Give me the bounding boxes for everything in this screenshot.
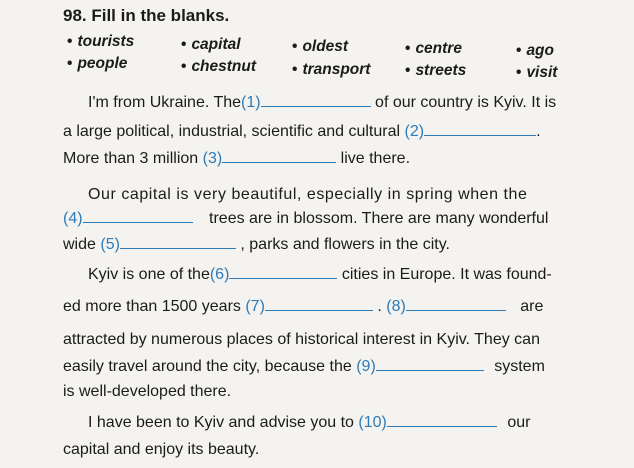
- blank-number: (1): [241, 94, 261, 111]
- answer-blank[interactable]: [387, 414, 497, 427]
- blank-number: (7): [245, 298, 265, 315]
- blank-number: (5): [100, 236, 120, 253]
- text-line: Our capital is very beautiful, especially in spring when the: [88, 186, 528, 203]
- bullet-icon: •: [292, 61, 298, 78]
- blank-number: (10): [358, 414, 387, 431]
- bullet-icon: •: [516, 64, 522, 81]
- blank-number: (6): [209, 266, 230, 283]
- bullet-icon: •: [405, 62, 411, 79]
- bullet-icon: •: [181, 58, 187, 75]
- answer-blank[interactable]: [83, 210, 193, 223]
- answer-blank[interactable]: [424, 123, 536, 136]
- word-bank-item: • ago: [516, 42, 554, 59]
- blank-number: (2): [404, 123, 425, 140]
- text-line: More than 3 million (3) live there.: [63, 150, 411, 167]
- blank-number: (9): [356, 358, 376, 375]
- blank-number: (4): [63, 210, 83, 227]
- word-bank-item: • visit: [516, 64, 558, 81]
- text-line: Kyiv is one of the(6) cities in Europe. It was found-: [88, 266, 552, 283]
- word-bank-item: • capital: [181, 36, 241, 53]
- answer-blank[interactable]: [376, 358, 484, 371]
- bullet-icon: •: [67, 33, 73, 50]
- text-line: wide (5) , parks and flowers in the city.: [63, 236, 450, 253]
- bullet-icon: •: [292, 38, 298, 55]
- blank-number: (8): [386, 298, 406, 315]
- text-line: attracted by numerous places of historical interest in Kyiv. They can: [63, 331, 540, 348]
- answer-blank[interactable]: [265, 298, 373, 311]
- exercise-title: 98. Fill in the blanks.: [63, 6, 230, 25]
- blank-number: (3): [202, 150, 223, 167]
- text-line: I'm from Ukraine. The(1) of our country is Kyiv. It is: [88, 94, 557, 111]
- text-line: a large political, industrial, scientific and cultural (2) .: [63, 123, 541, 140]
- word-bank-item: • streets: [405, 62, 467, 79]
- bullet-icon: •: [67, 55, 73, 72]
- word-bank-item: • people: [67, 55, 128, 72]
- word-bank-item: • transport: [292, 61, 371, 78]
- text-line: ed more than 1500 years (7) . (8) are: [63, 298, 544, 315]
- word-bank-item: • tourists: [67, 33, 135, 50]
- word-bank-item: • chestnut: [181, 58, 257, 75]
- text-line: (4) trees are in blossom. There are many wonderful: [63, 210, 549, 227]
- bullet-icon: •: [405, 40, 411, 57]
- answer-blank[interactable]: [261, 94, 371, 107]
- answer-blank[interactable]: [222, 150, 336, 163]
- answer-blank[interactable]: [406, 298, 506, 311]
- text-line: is well-developed there.: [63, 383, 232, 400]
- text-line: I have been to Kyiv and advise you to (10) our: [88, 414, 531, 431]
- word-bank-item: • centre: [405, 40, 462, 57]
- bullet-icon: •: [181, 36, 187, 53]
- bullet-icon: •: [516, 42, 522, 59]
- text-line: capital and enjoy its beauty.: [63, 441, 260, 458]
- text-line: easily travel around the city, because the (9) system: [63, 358, 545, 375]
- answer-blank[interactable]: [120, 236, 236, 249]
- answer-blank[interactable]: [229, 266, 337, 279]
- word-bank-item: • oldest: [292, 38, 349, 55]
